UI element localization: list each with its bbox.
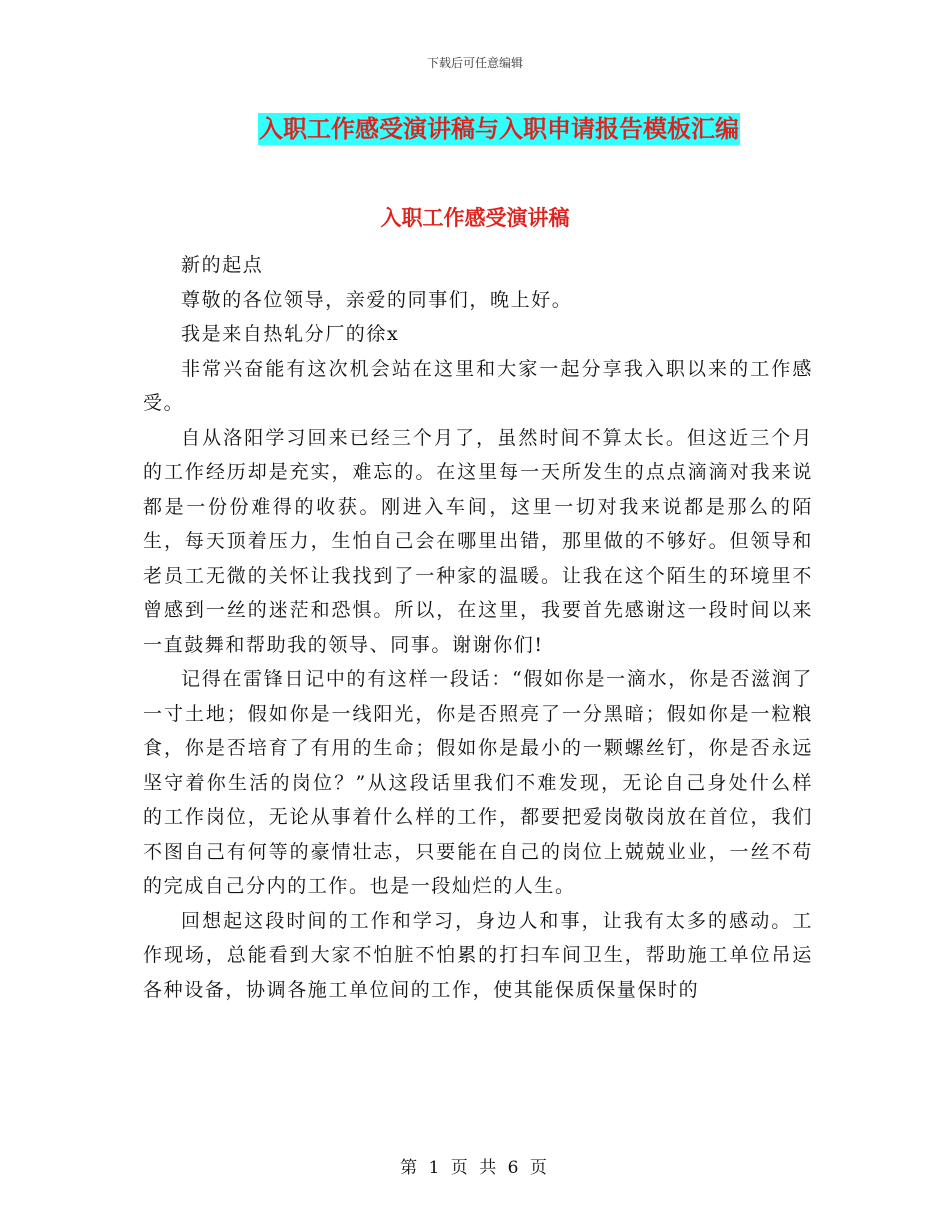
paragraph: 非常兴奋能有这次机会站在这里和大家一起分享我入职以来的工作感受。 bbox=[143, 357, 813, 414]
paragraph: 新的起点 bbox=[181, 254, 264, 276]
body-content bbox=[143, 248, 813, 1007]
section-title: 入职工作感受演讲稿 bbox=[380, 205, 570, 230]
paragraph: 记得在雷锋日记中的有这样一段话：“假如你是一滴水，你是否滋润了一寸土地；假如你是一线阳光，你是否照亮了一分黑暗；假如你是一粒粮食，你是否培育了有用的生命；假如你是最小的一颗螺丝钉，你是否永远坚守着你生活的岗位？”从这段话里我们不难发现，无论自己身处什么样的工作岗位，无论从事着什么样的工作，都要把爱岗敬岗放在首位，我们不图自己有何等的豪情壮志，只要能在自己的岗位上兢兢业业，一丝不苟的完成自己分内的工作。也是一段灿烂的人生。 bbox=[143, 668, 813, 897]
document-title: 入职工作感受演讲稿与入职申请报告模板汇编 bbox=[259, 114, 739, 143]
header-note: 下载后可任意编辑 bbox=[426, 56, 523, 70]
paragraph: 尊敬的各位领导，亲爱的同事们，晚上好。 bbox=[181, 288, 573, 311]
page-footer: 第 1 页 共 6 页 bbox=[400, 1158, 550, 1178]
paragraph: 回想起这段时间的工作和学习，身边人和事，让我有太多的感动。工作现场，总能看到大家不怕脏不怕累的打扫车间卫生，帮助施工单位吊运各种设备，协调各施工单位间的工作，使其能保质保量保时的 bbox=[143, 909, 813, 1001]
paragraph: 自从洛阳学习回来已经三个月了，虽然时间不算太长。但这近三个月的工作经历却是充实，难忘的。在这里每一天所发生的点点滴滴对我来说都是一份份难得的收获。刚进入车间，这里一切对我来说都是那么的陌生，每天顶着压力，生怕自己会在哪里出错，那里做的不够好。但领导和老员工无微的关怀让我找到了一种家的温暖。让我在这个陌生的环境里不曾感到一丝的迷茫和恐惧。所以，在这里，我要首先感谢这一段时间以来一直鼓舞和帮助我的领导、同事。谢谢你们! bbox=[143, 426, 813, 656]
document-title-wrap bbox=[0, 113, 950, 145]
paragraph: 我是来自热轧分厂的徐x bbox=[181, 323, 400, 345]
